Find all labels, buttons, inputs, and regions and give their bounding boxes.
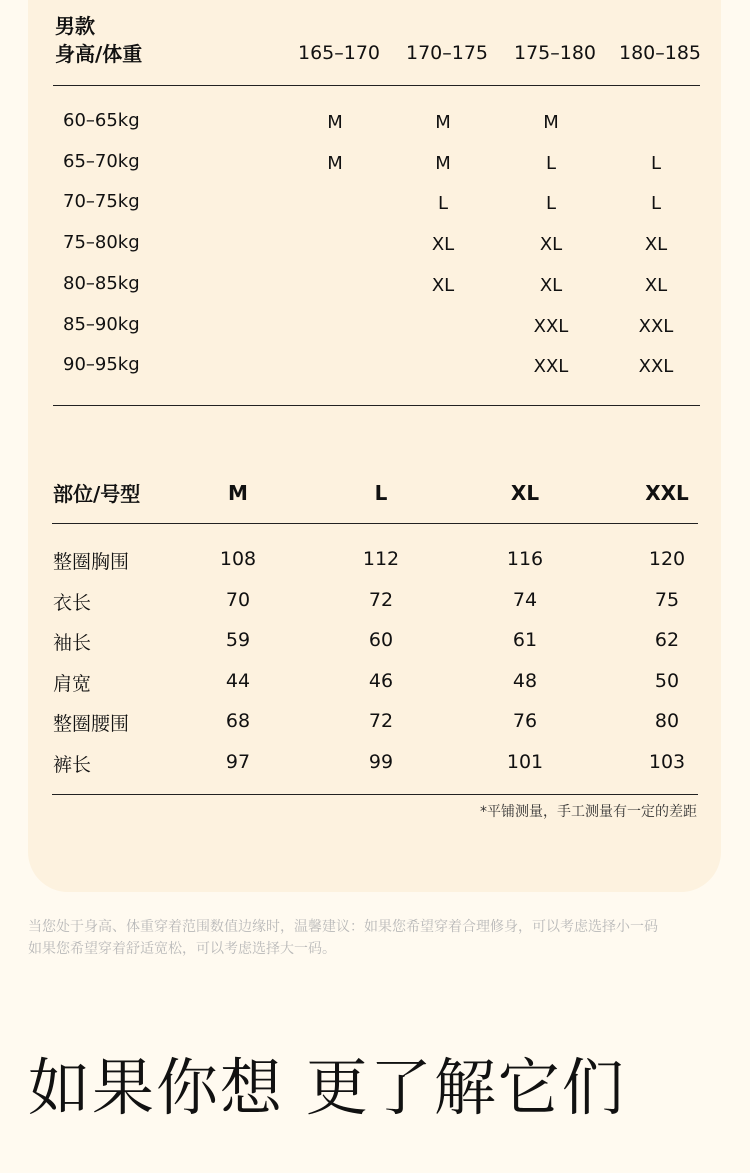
measure-cell: 75 [654,588,680,611]
size-cell: XL [539,234,563,256]
weight-label: 90–95kg [63,354,140,376]
size-cell: L [437,193,449,215]
size-cell: XL [431,274,455,296]
measure-cell: 70 [225,588,251,611]
size-cell: XXL [638,356,674,378]
measure-cell: 108 [219,548,257,570]
size-header: XL [510,481,540,505]
size-cell: M [543,112,559,133]
measure-cell: 50 [654,669,680,692]
size-cell: M [435,152,451,174]
measure-cell: 44 [225,669,251,692]
part-label: 整圈胸围 [53,551,130,573]
measure-cell: 112 [362,548,400,570]
size-cell: L [650,152,662,174]
size-cell: L [545,152,557,174]
size-cell: XL [539,274,563,296]
measure-cell: 46 [368,669,394,692]
measure-cell: 120 [648,548,686,570]
measure-cell: 68 [225,710,251,733]
measure-cell: 59 [225,629,251,652]
measure-note: *平铺测量，手工测量有一定的差距 [480,804,697,820]
size-header: M [228,481,248,505]
measure-cell: 48 [512,669,538,692]
section-headline: 如果你想 更了解它们 [28,1051,626,1124]
fit-tip-line-2: 如果您希望穿着舒适宽松，可以考虑选择大一码。 [28,941,336,957]
size-table-bottom-rule [53,405,700,406]
size-cell: XL [431,234,455,256]
measure-cell: 101 [506,751,544,773]
size-cell: M [327,152,343,174]
measure-cell: 72 [368,710,394,733]
size-header: L [374,481,388,505]
part-label: 肩宽 [53,672,92,695]
weight-label: 70–75kg [63,191,140,213]
size-cell: M [327,112,343,133]
size-cell: L [545,193,557,215]
size-header: XXL [645,481,689,505]
height-header: 170–175 [405,42,489,64]
part-size-label: 部位/号型 [53,482,141,506]
size-cell: XXL [638,315,674,337]
measure-cell: 80 [654,710,680,733]
height-weight-label: 身高/体重 [55,42,143,66]
part-label: 裤长 [53,754,92,776]
part-label: 整圈腰围 [53,713,130,736]
gender-label: 男款 [55,14,95,38]
weight-label: 60–65kg [63,110,140,131]
height-header: 180–185 [618,42,702,64]
size-cell: XL [644,234,668,256]
weight-label: 80–85kg [63,272,140,294]
part-label: 衣长 [53,591,92,614]
measure-table-top-rule [52,523,698,524]
fit-tip-line-1: 当您处于身高、体重穿着范围数值边缘时，温馨建议：如果您希望穿着合理修身，可以考虑选择小一码 [28,919,658,935]
part-label: 袖长 [53,632,92,655]
measure-table-bottom-rule [52,794,698,795]
size-cell: XXL [533,356,569,378]
size-cell: XXL [533,315,569,337]
size-cell: XL [644,274,668,296]
height-header: 165–170 [297,42,381,64]
weight-label: 65–70kg [63,150,140,172]
measure-cell: 62 [654,629,680,652]
height-header: 175–180 [513,42,597,64]
size-table-top-rule [53,85,700,86]
measure-cell: 76 [512,710,538,733]
weight-label: 85–90kg [63,313,140,335]
measure-cell: 116 [506,548,544,570]
measure-cell: 97 [225,751,251,773]
measure-cell: 99 [368,751,394,773]
measure-cell: 103 [648,751,686,773]
measure-cell: 61 [512,629,538,652]
size-cell: L [650,193,662,215]
measure-cell: 60 [368,629,394,652]
weight-label: 75–80kg [63,232,140,254]
size-cell: M [435,112,451,133]
measure-cell: 74 [512,588,538,611]
measure-cell: 72 [368,588,394,611]
